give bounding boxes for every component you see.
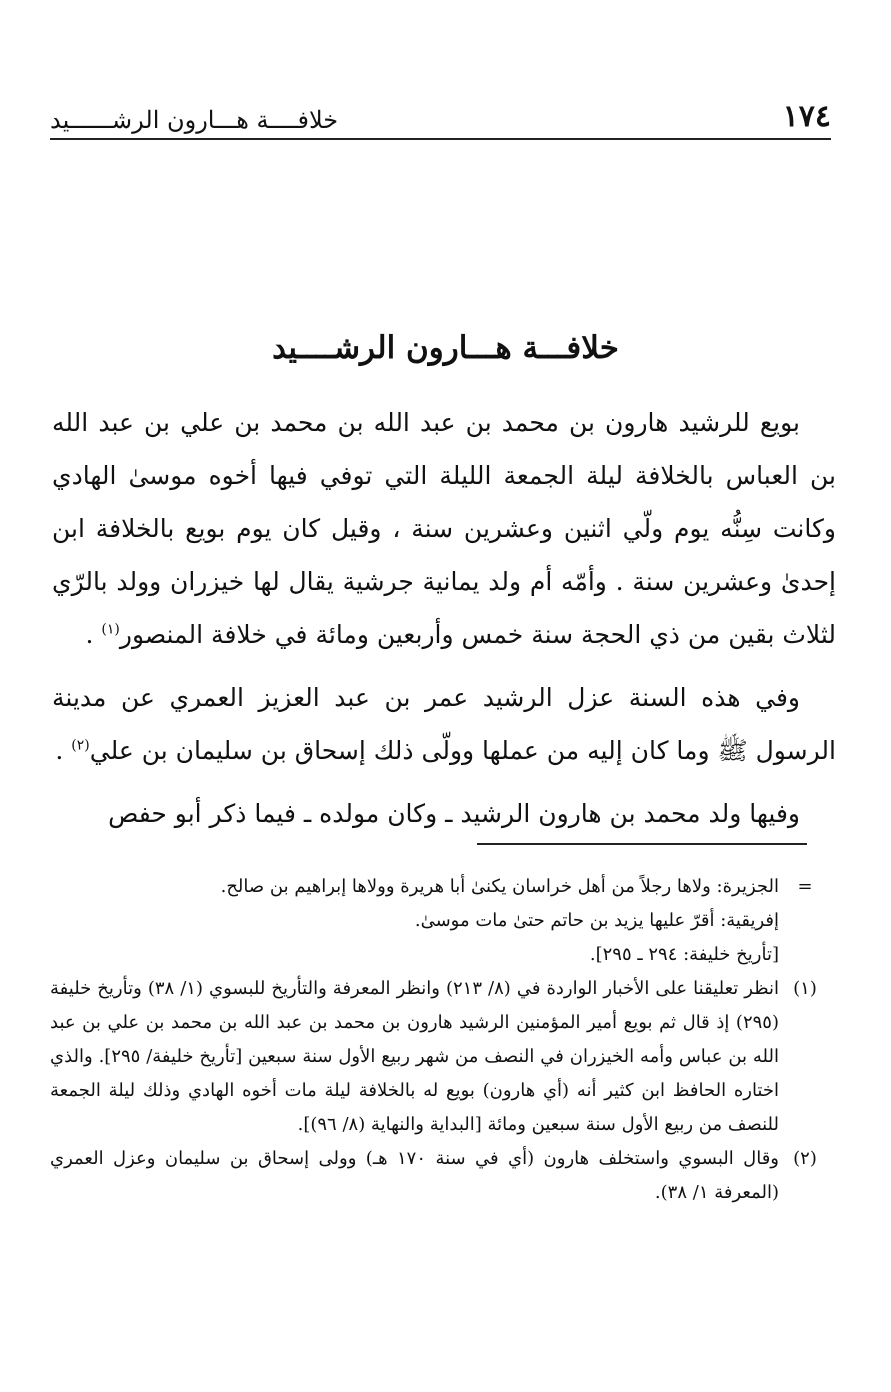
paragraph-end: . [85,620,102,649]
page-number: ١٧٤ [782,99,831,134]
paragraph [52,671,836,777]
footnotes [50,870,831,1210]
chapter-title: خلافـــة هـــارون الرشــــيد [272,330,619,366]
footnote-line: وقال البسوي واستخلف هارون (أي في سنة ١٧٠ هـ) وولى إسحاق بن سليمان وعزل العمري (المعرفة ١/ ٣٨). [50,1148,779,1203]
footnote-separator [477,843,807,845]
footnote-body [50,870,779,972]
footnote-marker: (٢) [793,1148,817,1169]
paragraph-text: وفي هذه السنة عزل الرشيد عمر بن عبد العزيز العمري عن مدينة الرسول ﷺ وما كان إليه من عملها وولّى ذلك إسحاق بن سليمان بن علي [52,683,836,765]
footnote-body [50,1142,779,1210]
footnote-body [50,972,779,1142]
paragraph-end: . [55,736,72,765]
footnote-line: انظر تعليقنا على الأخبار الواردة في (٨/ ٢١٣) وانظر المعرفة والتأريخ للبسوي (١/ ٣٨) وتأريخ خليفة (٢٩٥) إذ قال ثم بويع أمير المؤمنين الرشيد هارون بن محمد بن عبد الله بن محمد بن علي بن عبد الله بن عباس وأمه الخيزران في النصف من شهر ربيع الأول سنة سبعين [تأريخ خليفة/ ٢٩٥]. والذي اختاره الحافظ ابن كثير أنه (أي هارون) بويع له بالخلافة ليلة مات أخوه الهادي وذلك ليلة الجمعة للنصف من ربيع الأول سنة سبعين ومائة [البداية والنهاية (٨/ ٩٦)]. [50,978,779,1135]
footnote-reference: (٢) [71,737,90,754]
footnote-continued [50,870,831,972]
footnote-marker: = [797,876,813,897]
footnote-reference: (١) [101,621,120,638]
footnote-1 [50,972,831,1142]
footnote-line: إفريقية: أقرّ عليها يزيد بن حاتم حتىٰ مات موسىٰ. [414,910,779,931]
paragraph [52,396,836,661]
running-title: خلافــــة هـــارون الرشــــــيد [50,106,339,134]
footnote-line: الجزيرة: ولاها رجلاً من أهل خراسان يكنىٰ أبا هريرة وولاها إبراهيم بن صالح. [220,876,779,897]
main-text [52,396,836,850]
paragraph-text: بويع للرشيد هارون بن محمد بن عبد الله بن محمد بن علي بن عبد الله بن العباس بالخلافة ليلة الجمعة الليلة التي توفي فيها أخوه موسىٰ الهادي وكانت سِنُّه يوم ولّي اثنين وعشرين سنة ، وقيل كان يوم بويع بالخلافة ابن إحدىٰ وعشرين سنة . وأمّه أم ولد يمانية جرشية يقال لها خيزران وولد بالرّي لثلاث بقين من ذي الحجة سنة خمس وأربعين ومائة في خلافة المنصور [52,408,836,649]
footnote-line: [تأريخ خليفة: ٢٩٤ ـ ٢٩٥]. [589,944,779,965]
paragraph-text: وفيها ولد محمد بن هارون الرشيد ـ وكان مولده ـ فيما ذكر أبو حفص [108,799,800,828]
running-header [50,92,831,140]
footnote-2 [50,1142,831,1210]
paragraph [52,787,836,840]
footnote-marker: (١) [793,978,817,999]
